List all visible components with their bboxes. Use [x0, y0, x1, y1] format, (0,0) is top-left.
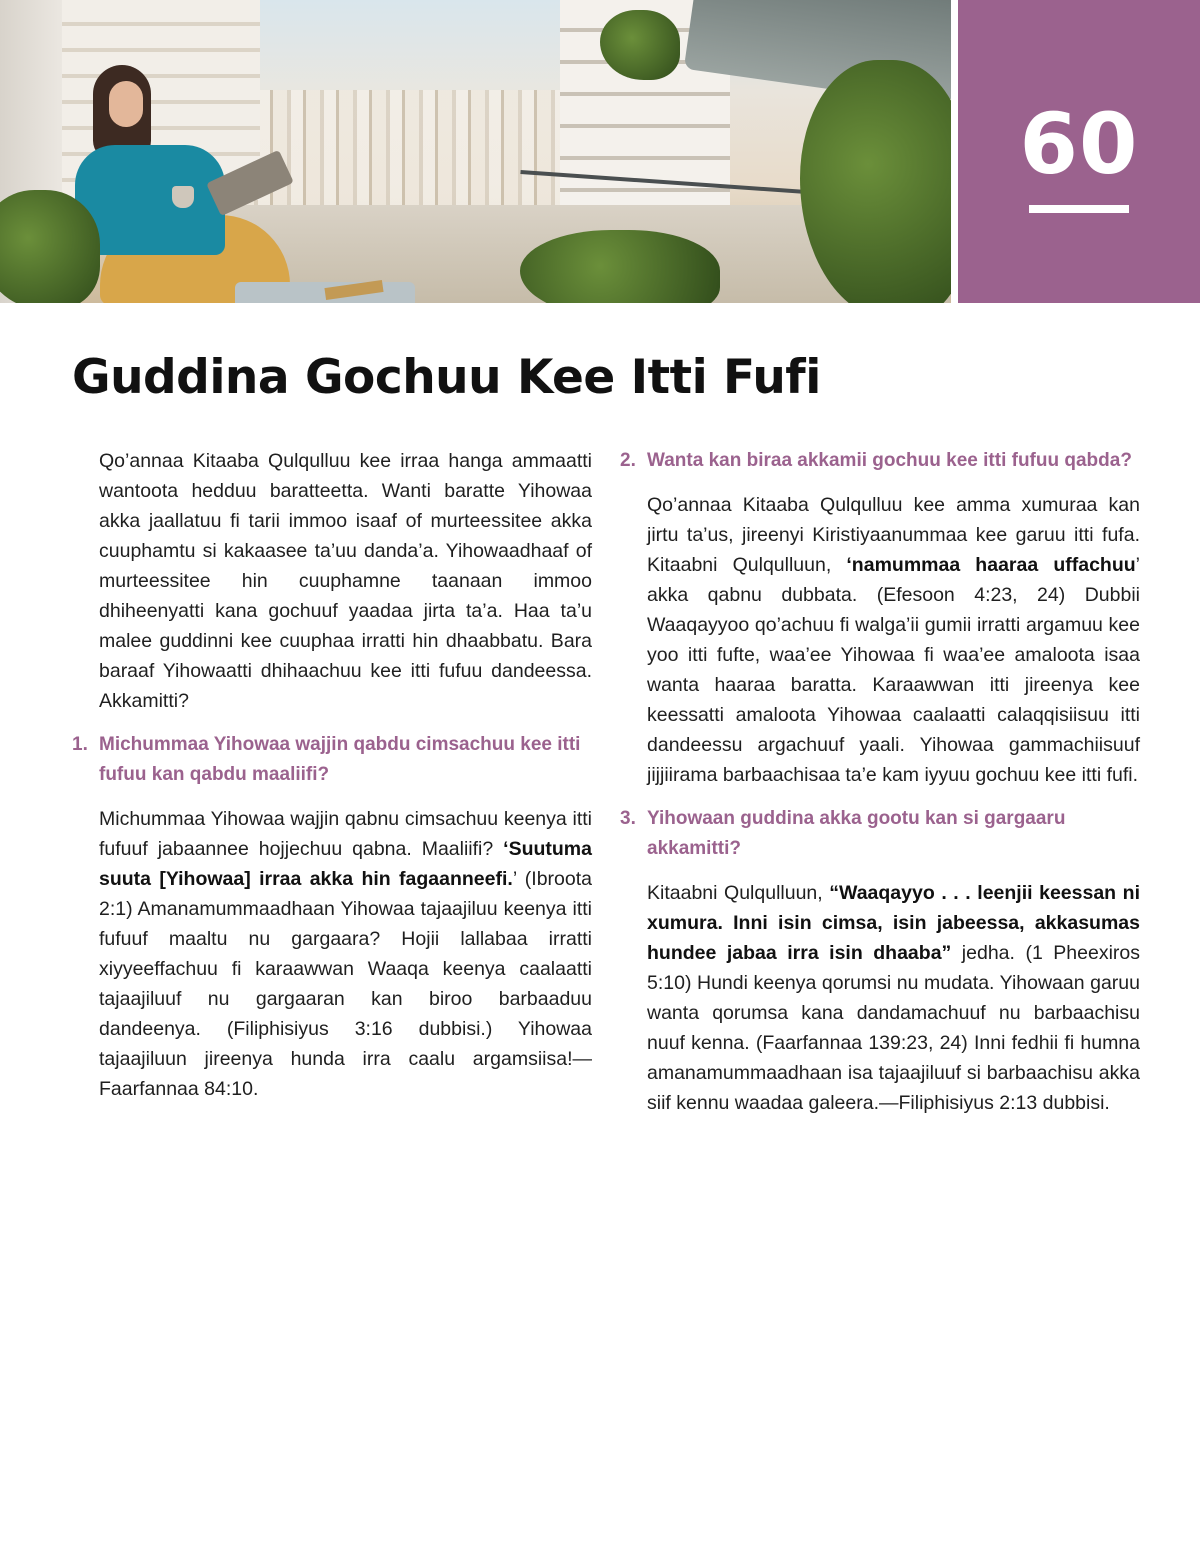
intro-paragraph: Qo’annaa Kitaaba Qulqulluu kee irraa hanga ammaatti wantoota hedduu baratteetta. Wanti baratte Yihowaa akka jaallatuu fi tarii immoo isaaf of murteessitee akka cuuphamtu si kakaasee ta’uu danda’a. Yihowaadhaaf of murteessitee hin cuuphamne taanaan immoo dhiheenyatti kana gochuuf yaadaa jirta ta’a. Haa ta’u malee guddinni kee cuuphaa irratti hin dhaabbatu. Bara baraaf Yihowaatti dhihaachuu kee itti fufuu dandeessa. Akkamitti?	[99, 450, 592, 712]
question-text: Wanta kan biraa akkamii gochuu kee itti fufuu qabda?	[647, 450, 1132, 471]
answer-bold: ‘namummaa haaraa uffachuu	[846, 554, 1136, 576]
left-column	[72, 446, 592, 1118]
chapter-underline	[1029, 205, 1129, 213]
question-text: Yihowaan guddina akka gootu kan si gargaaru akkamitti?	[647, 808, 1066, 859]
page-title: Guddina Gochuu Kee Itti Fufi	[72, 350, 821, 405]
chapter-badge	[958, 0, 1200, 303]
question-number: 1.	[72, 734, 88, 755]
header-photo	[0, 0, 951, 303]
answer-text: jedha. (1 Pheexiros 5:10) Hundi keenya qorumsi nu mudata. Yihowaan garuu wanta qorumsa kana dandamachuuf nu barbaachisu nuuf kenna. (Faarfannaa 139:23, 24) Inni fedhii fi humna amanamummaadhaan isa tajaajiluuf si barbaachisu akka siif kennu waadaa galeera.—Filiphisiyus 2:13 dubbisi.	[647, 942, 1141, 1114]
answer-text: Qo’annaa Kitaaba Qulqulluu kee amma xumuraa kan jirtu ta’us, jireenyi Kiristiyaanummaa kee garuu itti fufa. Kitaabni Qulqulluun,	[647, 494, 1140, 576]
question-3	[620, 804, 1140, 864]
answer-bold: ‘Suutuma suuta [Yihowaa] irraa akka hin fagaanneefi.	[99, 838, 592, 890]
photo-plant-center	[520, 230, 720, 303]
answer-paragraph-1	[99, 804, 592, 1104]
answer-paragraph-2	[647, 490, 1140, 790]
question-number: 3.	[620, 808, 636, 829]
question-2	[620, 446, 1140, 476]
right-column	[620, 446, 1140, 1132]
answer-paragraph-3	[647, 878, 1140, 1118]
answer-text: Michummaa Yihowaa wajjin qabnu cimsachuu keenya itti fufuuf jabaannee hojjechuu qabna. Maaliifi?	[99, 808, 592, 860]
photo-woman-face	[109, 81, 143, 127]
photo-plant-left	[0, 190, 100, 303]
answer-text: Kitaabni Qulqulluun,	[647, 882, 830, 904]
question-1	[72, 730, 592, 790]
answer-text: ’ akka qabnu dubbata. (Efesoon 4:23, 24) Dubbii Waaqayyoo qo’achuu fi walga’ii gumii irratti argamuu kee yoo itti fufte, waa’ee Yihowaa fi waa’ee amaloota isaa wanta haaraa baratta. Karaawwan itti jireenya kee keessatti amaloota Yihowaa caalaatti calaqqisiisuu itti dandeessu argachuuf yaali. Yihowaa gammachiisuuf jijjiirama barbaachisaa ta’e kam iyyuu gochuu kee itti fufi.	[647, 554, 1140, 786]
photo-plant-right	[800, 60, 951, 303]
photo-cup	[172, 186, 194, 208]
question-text: Michummaa Yihowaa wajjin qabdu cimsachuu kee itti fufuu kan qabdu maaliifi?	[99, 734, 581, 785]
answer-text: ’ (Ibroota 2:1) Amanamummaadhaan Yihowaa tajaajiluu keenya itti fufuuf maaltu nu gargaara? Hojii lallabaa irratti xiyyeeffachuu fi karaawwan Waaqa keenya caalaatti tajaajiluuf nu gargaaran kan biroo barbaaduu dandeenya. (Filiphisiyus 3:16 dubbisi.) Yihowaa tajaajiluun jireenya hunda irra caalu argamsiisa!—Faarfannaa 84:10.	[99, 868, 592, 1100]
answer-bold: “Waaqayyo . . . leenjii keessan ni xumura. Inni isin cimsa, isin jabeessa, akkasumas hundee jabaa irra isin dhaaba”	[647, 882, 1140, 964]
question-number: 2.	[620, 450, 636, 471]
chapter-number: 60	[1019, 95, 1139, 193]
